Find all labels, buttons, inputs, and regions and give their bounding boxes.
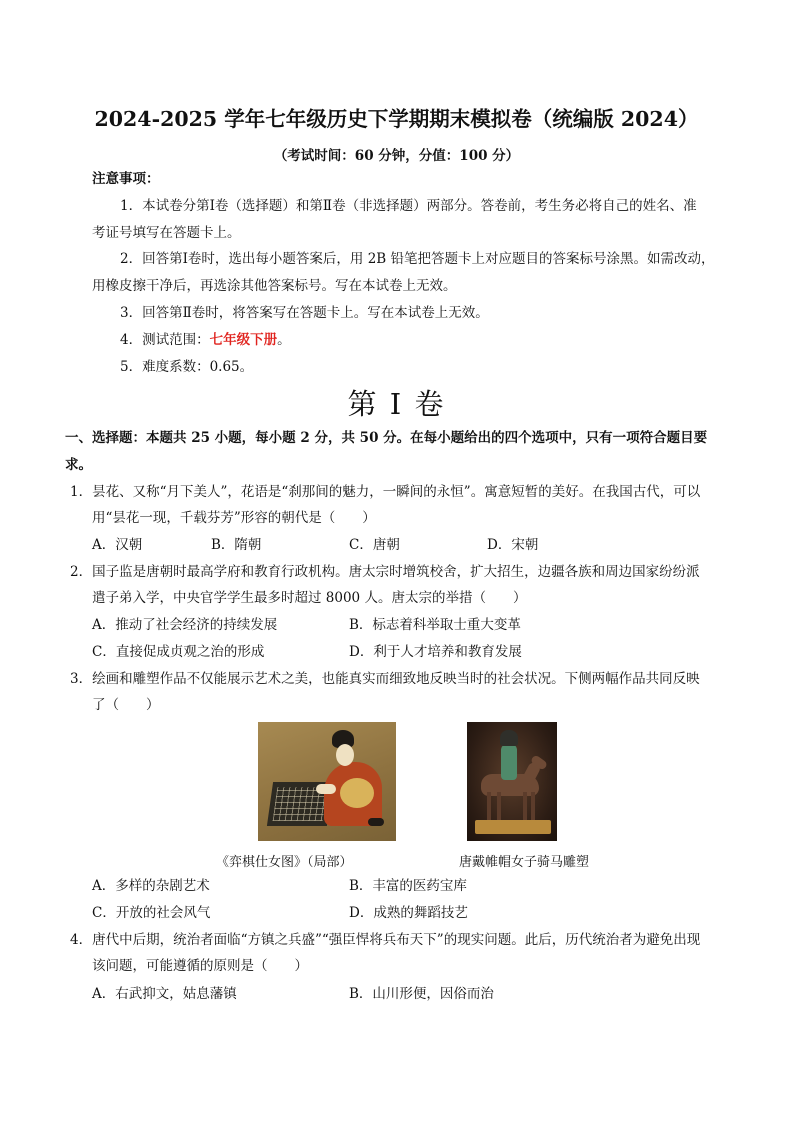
notice-item-5: 5．难度系数：0.65。 — [120, 359, 254, 375]
q2-stem-line-2: 遣子弟入学，中央官学学生最多时超过 8000 人。唐太宗的举措（ ） — [92, 590, 527, 606]
q2-stem-line-1: 2．国子监是唐朝时最高学府和教育行政机构。唐太宗时增筑校舍，扩大招生，边疆各族和周边国家纷纷派 — [70, 564, 700, 580]
lady-arm — [316, 784, 336, 794]
q1-stem-line-2: 用“昙花一现，千载芬芳”形容的朝代是（ ） — [92, 510, 376, 526]
q2-option-c: C．直接促成贞观之治的形成 — [92, 644, 265, 660]
q4-option-a: A．右武抑文，姑息藩镇 — [92, 986, 237, 1002]
q4-stem-line-1: 4．唐代中后期，统治者面临“方镇之兵盛”“强臣悍将兵布天下”的现实问题。此后，历代统治者为避免出现 — [70, 932, 701, 948]
q1-option-c: C．唐朝 — [349, 537, 400, 553]
lady-face — [336, 744, 354, 766]
horse-leg — [531, 792, 535, 820]
lady-robe-pattern — [340, 778, 374, 808]
rider-veiled-hat — [500, 730, 518, 746]
q1-option-d: D．宋朝 — [487, 537, 539, 553]
q3-option-d: D．成熟的舞蹈技艺 — [349, 905, 468, 921]
q3-stem-line-2: 了（ ） — [92, 697, 160, 713]
painting-image — [258, 722, 396, 841]
notice-item-1-line-2: 考证号填写在答题卡上。 — [92, 225, 241, 241]
exam-subtitle: （考试时间：60 分钟，分值：100 分） — [273, 148, 520, 164]
notice-item-2-line-2: 用橡皮擦干净后，再选涂其他答案标号。写在本试卷上无效。 — [92, 278, 457, 294]
lady-shoe — [368, 818, 384, 826]
notice-item-1-line-1: 1．本试卷分第Ⅰ卷（选择题）和第Ⅱ卷（非选择题）两部分。答卷前，考生务必将自己的姓名、准 — [120, 198, 697, 214]
q1-option-b: B．隋朝 — [211, 537, 262, 553]
rider-figure — [501, 744, 517, 780]
sculpture-base — [475, 820, 551, 834]
horse-leg — [497, 792, 501, 820]
horse-leg — [487, 792, 491, 820]
horse-leg — [523, 792, 527, 820]
notice-item-4-prefix: 4．测试范围： — [120, 332, 210, 348]
q2-option-b: B．标志着科举取士重大变革 — [349, 617, 521, 633]
q3-stem-line-1: 3．绘画和雕塑作品不仅能展示艺术之美，也能真实而细致地反映当时的社会状况。下侧两幅作品共同反映 — [70, 671, 700, 687]
part1-instruction-line-1: 一、选择题：本题共 25 小题，每小题 2 分，共 50 分。在每小题给出的四个选项中，只有一项符合题目要 — [65, 430, 708, 446]
q4-stem-line-2: 该问题，可能遵循的原则是（ ） — [92, 958, 308, 974]
notice-item-2-line-1: 2．回答第Ⅰ卷时，选出每小题答案后，用 2B 铅笔把答题卡上对应题目的答案标号涂黑。如需改动， — [120, 251, 715, 267]
q1-option-a: A．汉朝 — [92, 537, 143, 553]
q2-option-d: D．利于人才培养和教育发展 — [349, 644, 522, 660]
test-range-highlight: 七年级下册 — [209, 332, 278, 348]
q1-stem-line-1: 1．昙花、又称“月下美人”，花语是“刹那间的魅力，一瞬间的永恒”。寓意短暂的美好。在我国古代，可以 — [70, 484, 701, 500]
section-title: 第 I 卷 — [347, 387, 446, 421]
q2-option-a: A．推动了社会经济的持续发展 — [92, 617, 278, 633]
q4-option-b: B．山川形便，因俗而治 — [349, 986, 494, 1002]
notice-heading: 注意事项： — [92, 171, 160, 187]
sculpture-image — [467, 722, 557, 841]
notice-item-4-suffix: 。 — [277, 332, 291, 348]
notice-item-3: 3．回答第Ⅱ卷时，将答案写在答题卡上。写在本试卷上无效。 — [120, 305, 489, 321]
exam-title: 2024-2025 学年七年级历史下学期期末模拟卷（统编版 2024） — [94, 107, 699, 131]
q3-caption-left: 《弈棋仕女图》（局部） — [216, 855, 353, 870]
notice-item-4 — [120, 332, 291, 348]
q3-option-c: C．开放的社会风气 — [92, 905, 211, 921]
q3-option-b: B．丰富的医药宝库 — [349, 878, 467, 894]
q3-caption-right: 唐戴帷帽女子骑马雕塑 — [459, 855, 590, 870]
q3-option-a: A．多样的杂剧艺术 — [92, 878, 210, 894]
part1-instruction-line-2: 求。 — [65, 457, 92, 473]
